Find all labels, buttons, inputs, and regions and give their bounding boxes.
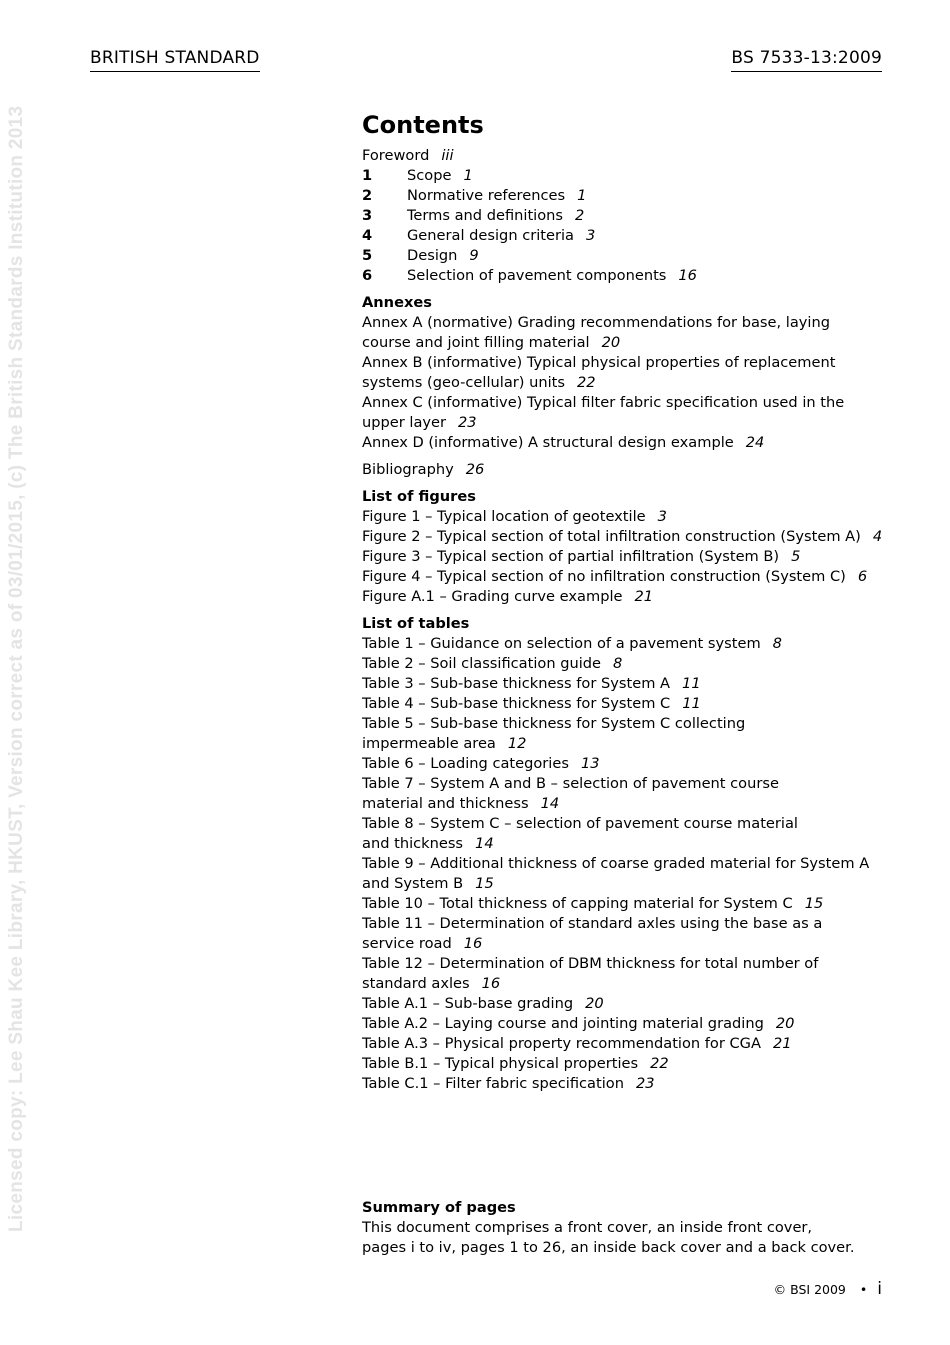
toc-line — [362, 353, 892, 373]
toc-label: Selection of pavement components — [407, 267, 667, 284]
toc-label: Foreword — [362, 147, 430, 164]
footer-copyright: © BSI 2009 — [773, 1282, 846, 1297]
toc-page: 8 — [613, 655, 623, 672]
toc-page: 6 — [857, 568, 868, 585]
toc-label: Figure A.1 – Grading curve example — [362, 588, 623, 605]
toc-entry-table[interactable] — [362, 634, 892, 654]
toc-label: Table B.1 – Typical physical properties — [362, 1055, 639, 1072]
clause-number: 2 — [362, 187, 373, 204]
toc-page: 21 — [772, 1035, 792, 1052]
toc-label: Table 12 – Determination of DBM thickness for total number of — [362, 955, 819, 972]
toc-label: Table 2 – Soil classification guide — [362, 655, 602, 672]
header-standard-label: BRITISH STANDARD — [90, 48, 260, 72]
toc-label: Annex D (informative) A structural design example — [362, 434, 734, 451]
toc-entry-clause[interactable] — [362, 246, 892, 266]
toc-line — [362, 754, 892, 774]
toc-label: Table 11 – Determination of standard axles using the base as a — [362, 915, 823, 932]
tables-heading: List of tables — [362, 615, 470, 632]
toc-page: 13 — [580, 755, 600, 772]
toc-line — [362, 814, 892, 834]
toc-line — [362, 694, 892, 714]
toc-entry-table[interactable] — [362, 1014, 892, 1034]
toc-line — [362, 834, 892, 854]
toc-line — [362, 1054, 892, 1074]
toc-page: 1 — [463, 167, 473, 184]
toc-label: Table C.1 – Filter fabric specification — [362, 1075, 624, 1092]
toc-entry-figure[interactable] — [362, 507, 892, 527]
toc-entry-bibliography[interactable] — [362, 460, 892, 480]
toc-entry-clause[interactable] — [362, 166, 892, 186]
toc-label: upper layer — [362, 414, 447, 431]
toc-entry-table[interactable] — [362, 1034, 892, 1054]
toc-label: and System B — [362, 875, 464, 892]
toc-label: and thickness — [362, 835, 464, 852]
toc-label: Table 7 – System A and B – selection of pavement course — [362, 775, 779, 792]
toc-line — [362, 734, 892, 754]
toc-line — [362, 934, 892, 954]
summary-heading: Summary of pages — [362, 1199, 516, 1216]
toc-page: 21 — [634, 588, 654, 605]
toc-label: Table 3 – Sub-base thickness for System A — [362, 675, 671, 692]
clause-number: 5 — [362, 247, 373, 264]
toc-label: impermeable area — [362, 735, 496, 752]
toc-page: 16 — [463, 935, 483, 952]
toc-entry-table[interactable] — [362, 714, 892, 754]
footer-page-number: i — [877, 1279, 882, 1299]
toc-label: Table 5 – Sub-base thickness for System C collecting — [362, 715, 746, 732]
toc-label: Table 4 – Sub-base thickness for System C — [362, 695, 671, 712]
toc-page: 2 — [575, 207, 585, 224]
toc-line — [362, 1074, 892, 1094]
toc-entry-table[interactable] — [362, 814, 892, 854]
toc-label: Annex B (informative) Typical physical properties of replacement — [362, 354, 836, 371]
toc-page: 1 — [577, 187, 587, 204]
figure-list — [362, 507, 892, 607]
toc-label: Table A.3 – Physical property recommendation for CGA — [362, 1035, 761, 1052]
toc-entry-annex[interactable] — [362, 313, 892, 353]
toc-page: 16 — [481, 975, 501, 992]
toc-entry-table[interactable] — [362, 854, 892, 894]
summary-of-pages — [362, 1198, 892, 1258]
toc-label: Figure 2 – Typical section of total infiltration construction (System A) — [362, 528, 861, 545]
table-list — [362, 634, 892, 1094]
toc-page: 12 — [507, 735, 527, 752]
toc-label: material and thickness — [362, 795, 529, 812]
toc-entry-clause[interactable] — [362, 266, 892, 286]
toc-entry-foreword[interactable] — [362, 146, 892, 166]
toc-line — [362, 313, 892, 333]
toc-label: Table 8 – System C – selection of pavement course material — [362, 815, 798, 832]
toc-page: 20 — [585, 995, 604, 1012]
toc-page: 15 — [475, 875, 494, 892]
toc-line — [362, 714, 892, 734]
toc-label: Table 9 – Additional thickness of coarse graded material for System A — [362, 855, 870, 872]
toc-label: Annex A (normative) Grading recommendations for base, laying — [362, 314, 830, 331]
toc-label: Scope — [407, 167, 452, 184]
toc-entry-table[interactable] — [362, 994, 892, 1014]
toc-line — [362, 654, 892, 674]
clause-number: 4 — [362, 227, 373, 244]
toc-entry-table[interactable] — [362, 774, 892, 814]
toc-label: systems (geo-cellular) units — [362, 374, 565, 391]
toc-line — [362, 894, 892, 914]
toc-label: Figure 3 – Typical section of partial infiltration (System B) — [362, 548, 780, 565]
toc-page: 26 — [465, 461, 485, 478]
toc-label: Figure 1 – Typical location of geotextile — [362, 508, 646, 525]
toc-page: 24 — [745, 434, 765, 451]
toc-label: Table A.1 – Sub-base grading — [362, 995, 574, 1012]
toc-line — [362, 914, 892, 934]
clause-number: 3 — [362, 207, 373, 224]
toc-label: Figure 4 – Typical section of no infiltration construction (System C) — [362, 568, 846, 585]
toc-page: 4 — [872, 528, 883, 545]
figures-heading: List of figures — [362, 488, 476, 505]
toc-label: Table A.2 – Laying course and jointing material grading — [362, 1015, 764, 1032]
toc-entry-figure[interactable] — [362, 567, 892, 587]
toc-line — [362, 774, 892, 794]
toc-label: Table 6 – Loading categories — [362, 755, 569, 772]
toc-label: Terms and definitions — [407, 207, 564, 224]
toc-entry-table[interactable] — [362, 654, 892, 674]
toc-entry-figure[interactable] — [362, 527, 892, 547]
toc-page: 20 — [601, 334, 621, 351]
toc-entry-clause[interactable] — [362, 186, 892, 206]
toc-label: Table 10 – Total thickness of capping material for System C — [362, 895, 793, 912]
contents-title: Contents — [362, 111, 484, 139]
toc-entry-clause[interactable] — [362, 226, 892, 246]
toc-line — [362, 854, 892, 874]
toc-line — [362, 1014, 892, 1034]
toc-line — [362, 634, 892, 654]
toc-line — [362, 373, 892, 393]
page-footer — [774, 1279, 882, 1299]
toc-label: General design criteria — [407, 227, 574, 244]
header-standard-number: BS 7533-13:2009 — [731, 48, 882, 72]
toc-page: 9 — [469, 247, 479, 264]
toc-label: Normative references — [407, 187, 566, 204]
toc-label: Design — [407, 247, 458, 264]
toc-page: 22 — [576, 374, 596, 391]
toc-page: 23 — [458, 414, 477, 431]
toc-line — [362, 954, 892, 974]
toc-entry-figure[interactable] — [362, 587, 892, 607]
toc-line — [362, 333, 892, 353]
toc-page: 16 — [678, 267, 697, 284]
toc-line — [362, 674, 892, 694]
toc-page: 11 — [682, 675, 701, 692]
toc-page: 3 — [585, 227, 596, 244]
annexes-heading: Annexes — [362, 294, 432, 311]
toc-line — [362, 994, 892, 1014]
clause-list — [362, 166, 892, 286]
toc-entry-annex[interactable] — [362, 433, 892, 453]
toc-page: iii — [441, 147, 454, 164]
toc-entry-annex[interactable] — [362, 393, 892, 433]
toc-entry-table[interactable] — [362, 1054, 892, 1074]
toc-line — [362, 413, 892, 433]
toc-page: 20 — [775, 1015, 795, 1032]
toc-page: 14 — [540, 795, 560, 812]
toc-entry-table[interactable] — [362, 1074, 892, 1094]
toc-page: 5 — [791, 548, 801, 565]
toc-label: course and joint filling material — [362, 334, 590, 351]
toc-line — [362, 794, 892, 814]
toc-entry-figure[interactable] — [362, 547, 892, 567]
clause-number: 1 — [362, 167, 373, 184]
toc-line — [362, 874, 892, 894]
toc-entry-table[interactable] — [362, 754, 892, 774]
toc-entry-table[interactable] — [362, 694, 892, 714]
toc-page: 14 — [475, 835, 494, 852]
footer-bullet: • — [859, 1282, 868, 1297]
toc-label: service road — [362, 935, 452, 952]
toc-label: Table 1 – Guidance on selection of a pavement system — [362, 635, 761, 652]
annex-list — [362, 313, 892, 453]
toc-line — [362, 393, 892, 413]
license-watermark: Licensed copy: Lee Shau Kee Library, HKUST, Version correct as of 03/01/2015, (c) The British Standards Institution 2013 — [6, 105, 27, 1232]
summary-line: pages i to iv, pages 1 to 26, an inside back cover and a back cover. — [362, 1239, 855, 1256]
toc-page: 22 — [650, 1055, 669, 1072]
toc-page: 23 — [635, 1075, 655, 1092]
toc-entry-table[interactable] — [362, 914, 892, 954]
toc-line — [362, 974, 892, 994]
toc-page: 8 — [772, 635, 782, 652]
toc-page: 3 — [657, 508, 667, 525]
toc-label: Annex C (informative) Typical filter fabric specification used in the — [362, 394, 845, 411]
toc-entry-table[interactable] — [362, 954, 892, 994]
summary-line: This document comprises a front cover, an inside front cover, — [362, 1219, 813, 1236]
contents-section — [362, 110, 892, 1094]
toc-line — [362, 1034, 892, 1054]
clause-number: 6 — [362, 267, 373, 284]
toc-entry-table[interactable] — [362, 894, 892, 914]
toc-entry-annex[interactable] — [362, 353, 892, 393]
toc-page: 11 — [682, 695, 701, 712]
toc-page: 15 — [804, 895, 824, 912]
toc-entry-table[interactable] — [362, 674, 892, 694]
toc-label: Bibliography — [362, 461, 454, 478]
toc-line — [362, 433, 892, 453]
toc-entry-clause[interactable] — [362, 206, 892, 226]
toc-label: standard axles — [362, 975, 470, 992]
